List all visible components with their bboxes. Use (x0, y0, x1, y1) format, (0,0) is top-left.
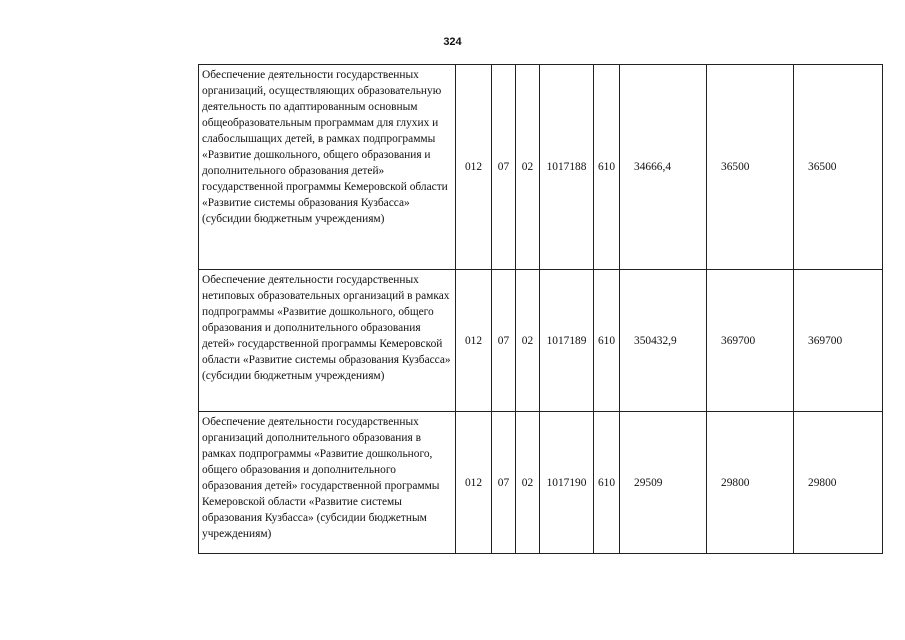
subsection-code: 02 (516, 65, 540, 270)
section-code: 07 (492, 65, 516, 270)
row-description: Обеспечение деятельности государственных организаций дополнительного образования в рамках подпрограммы «Развитие дошкольного, общего образования и дополнительного образования детей» государственной программы Кемеровской области «Развитие системы образования Кузбасса» (субсидии бюджетным учреждениям) (199, 412, 456, 554)
amount-year-1: 34666,4 (620, 65, 707, 270)
expense-type-code: 610 (594, 412, 620, 554)
budget-table (198, 64, 883, 554)
expense-type-code: 610 (594, 65, 620, 270)
amount-year-3: 369700 (794, 270, 883, 412)
amount-year-1: 29509 (620, 412, 707, 554)
target-article-code: 1017189 (540, 270, 594, 412)
ministry-code: 012 (456, 270, 492, 412)
amount-year-2: 369700 (707, 270, 794, 412)
subsection-code: 02 (516, 412, 540, 554)
ministry-code: 012 (456, 412, 492, 554)
page-number: 324 (443, 36, 462, 48)
amount-year-1: 350432,9 (620, 270, 707, 412)
expense-type-code: 610 (594, 270, 620, 412)
table-row (199, 270, 883, 412)
amount-year-3: 36500 (794, 65, 883, 270)
table-row (199, 65, 883, 270)
subsection-code: 02 (516, 270, 540, 412)
target-article-code: 1017188 (540, 65, 594, 270)
amount-year-3: 29800 (794, 412, 883, 554)
table-row (199, 412, 883, 554)
row-description: Обеспечение деятельности государственных нетиповых образовательных организаций в рамках подпрограммы «Развитие дошкольного, общего образования и дополнительного образования детей» государственной программы Кемеровской области «Развитие системы образования Кузбасса» (субсидии бюджетным учреждениям) (199, 270, 456, 412)
section-code: 07 (492, 270, 516, 412)
target-article-code: 1017190 (540, 412, 594, 554)
ministry-code: 012 (456, 65, 492, 270)
row-description: Обеспечение деятельности государственных организаций, осуществляющих образовательную деятельность по адаптированным основным общеобразовательным программам для глухих и слабослышащих детей, в рамках подпрограммы «Развитие дошкольного, общего образования и дополнительного образования детей» государственной программы Кемеровской области «Развитие системы образования Кузбасса» (субсидии бюджетным учреждениям) (199, 65, 456, 270)
section-code: 07 (492, 412, 516, 554)
amount-year-2: 36500 (707, 65, 794, 270)
amount-year-2: 29800 (707, 412, 794, 554)
